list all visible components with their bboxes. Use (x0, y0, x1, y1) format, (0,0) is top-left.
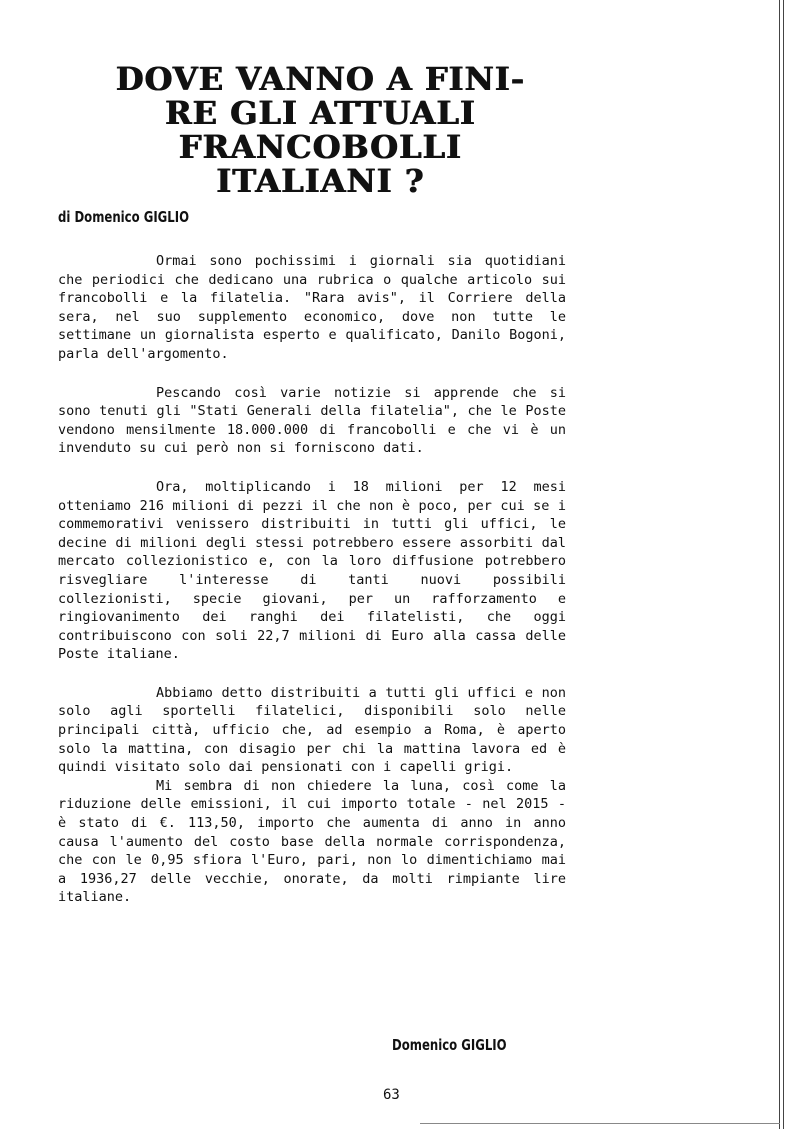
paragraph: Ora, moltiplicando i 18 milioni per 12 mesi otteniamo 216 milioni di pezzi il che non è poco, per cui se i commemorativi venissero distribuiti in tutti gli uffici, le decine di milioni degli stessi potrebbero essere assorbiti dal mercato collezionistico e, con la loro diffusione potrebbero risvegliare l'interesse di tanti nuovi possibili collezionisti, specie giovani, per un rafforzamento e ringiovanimento dei ranghi dei filatelisti, che oggi contribuiscono con soli 22,7 milioni di Euro alla cassa delle Poste italiane. (58, 478, 566, 663)
paragraph: Mi sembra di non chiedere la luna, così come la riduzione delle emissioni, il cui importo totale - nel 2015 - è stato di €. 113,50, importo che aumenta di anno in anno causa l'aumento del costo base della normale corrispondenza, che con le 0,95 sfiora l'Euro, pari, non lo dimentichiamo mai a 1936,27 delle vecchie, onorate, da molti rimpiante lire italiane. (58, 777, 566, 906)
page-edge-line (783, 0, 784, 1129)
page-number: 63 (383, 1087, 400, 1103)
title-line: FRANCOBOLLI (178, 128, 462, 166)
author-signature: Domenico GIGLIO (392, 1036, 507, 1054)
byline: di Domenico GIGLIO (58, 208, 190, 226)
page-edge-line (779, 0, 780, 1129)
paragraph: Pescando così varie notizie si apprende che si sono tenuti gli "Stati Generali della filatelia", che le Poste vendono mensilmente 18.000.000 di francobolli e che vi è un invenduto su cui però non si forniscono dati. (58, 384, 566, 457)
title-line: RE GLI ATTUALI (164, 94, 476, 132)
title-line: ITALIANI ? (215, 162, 425, 200)
bottom-rule (420, 1123, 780, 1124)
title-line: DOVE VANNO A FINI- (115, 60, 525, 98)
paragraph: Abbiamo detto distribuiti a tutti gli uffici e non solo agli sportelli filatelici, disponibili solo nelle principali città, ufficio che, ad esempio a Roma, è aperto solo la mattina, con disagio per chi la mattina lavora ed è quindi visitato solo dai pensionati con i capelli grigi. (58, 684, 566, 776)
paragraph: Ormai sono pochissimi i giornali sia quotidiani che periodici che dedicano una rubrica o qualche articolo sui francobolli e la filatelia. "Rara avis", il Corriere della sera, nel suo supplemento economico, dove non tutte le settimane un giornalista esperto e qualificato, Danilo Bogoni, parla dell'argomento. (58, 253, 566, 362)
article-body (58, 252, 566, 927)
article-title (40, 62, 600, 198)
